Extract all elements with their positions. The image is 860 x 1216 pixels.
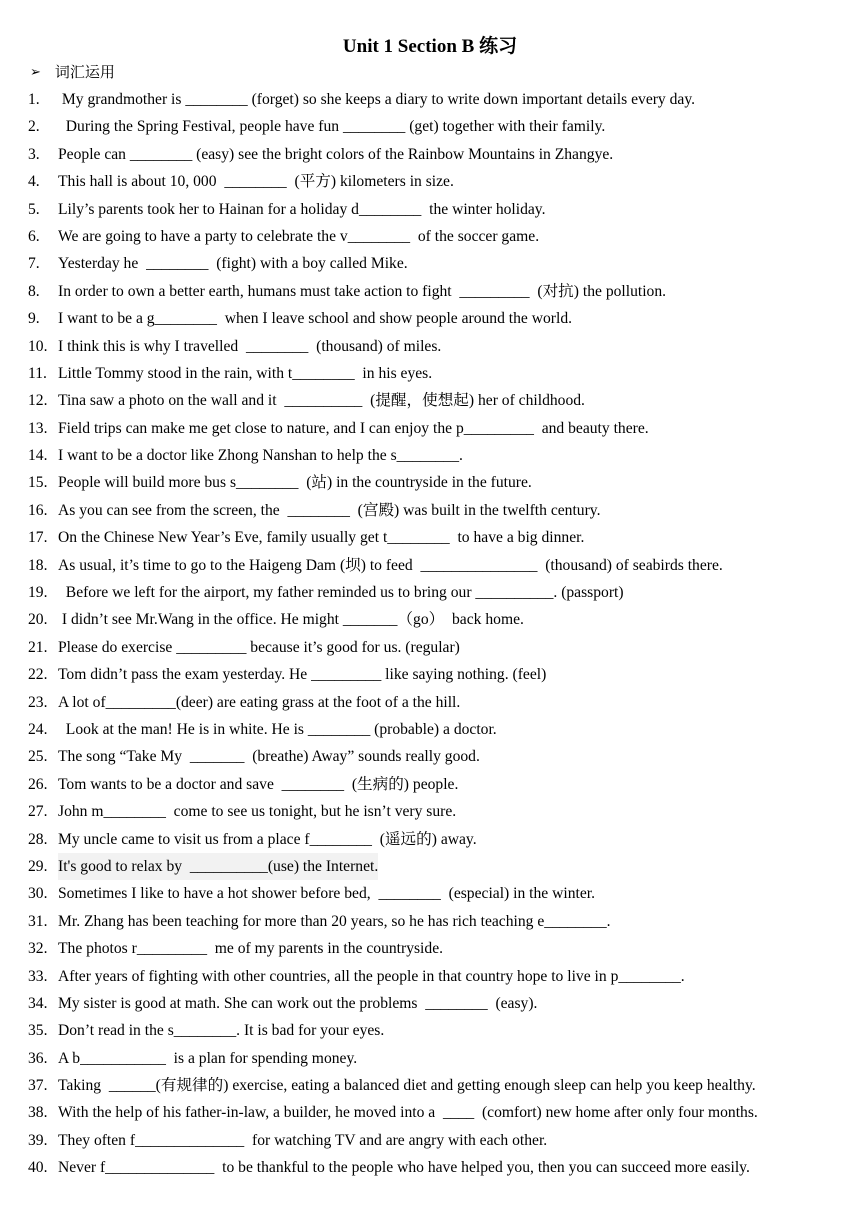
exercise-item xyxy=(28,716,848,743)
exercise-item xyxy=(28,168,848,195)
exercise-text: Lily’s parents took her to Hainan for a holiday d________ the winter holiday. xyxy=(58,200,546,218)
exercise-text: A b___________ is a plan for spending money. xyxy=(58,1049,358,1067)
exercise-number: 25. xyxy=(28,748,48,766)
exercise-text: As you can see from the screen, the ________ (宫殿) was built in the twelfth century. xyxy=(58,501,601,519)
exercise-text: Little Tommy stood in the rain, with t________ in his eyes. xyxy=(58,364,433,382)
exercise-text: People will build more bus s________ (站) in the countryside in the future. xyxy=(58,474,532,492)
exercise-item xyxy=(28,853,848,880)
exercise-item xyxy=(28,387,848,414)
exercise-list xyxy=(28,86,848,1182)
section-label: 词汇运用 xyxy=(54,63,115,81)
exercise-item xyxy=(28,880,848,907)
exercise-number: 10. xyxy=(28,337,48,355)
exercise-number: 15. xyxy=(28,474,48,492)
exercise-text: In order to own a better earth, humans must take action to fight _________ (对抗) the pollution. xyxy=(58,282,667,300)
exercise-text: During the Spring Festival, people have fun ________ (get) together with their family. xyxy=(58,118,606,136)
exercise-number: 3. xyxy=(28,145,40,163)
exercise-item xyxy=(28,1017,848,1044)
exercise-text: A lot of_________(deer) are eating grass at the foot of a the hill. xyxy=(58,693,461,711)
exercise-text: Field trips can make me get close to nature, and I can enjoy the p_________ and beauty there. xyxy=(58,419,649,437)
exercise-number: 7. xyxy=(28,255,40,273)
exercise-item xyxy=(28,86,848,113)
exercise-item xyxy=(28,196,848,223)
exercise-number: 21. xyxy=(28,638,48,656)
exercise-number: 4. xyxy=(28,173,40,191)
exercise-item xyxy=(28,360,848,387)
exercise-item xyxy=(28,963,848,990)
exercise-number: 36. xyxy=(28,1049,48,1067)
exercise-number: 35. xyxy=(28,1022,48,1040)
exercise-text: My grandmother is ________ (forget) so she keeps a diary to write down important details every day. xyxy=(58,91,696,108)
exercise-number: 22. xyxy=(28,666,48,684)
arrow-bullet-icon: ➢ xyxy=(30,63,41,79)
exercise-number: 33. xyxy=(28,967,48,985)
exercise-number: 1. xyxy=(28,91,40,108)
exercise-text: John m________ come to see us tonight, but he isn’t very sure. xyxy=(58,803,457,821)
exercise-number: 5. xyxy=(28,200,40,218)
exercise-text: Mr. Zhang has been teaching for more than 20 years, so he has rich teaching e________. xyxy=(58,912,611,930)
exercise-number: 18. xyxy=(28,556,48,574)
page-title: Unit 1 Section B 练习 xyxy=(342,36,518,57)
exercise-number: 32. xyxy=(28,940,48,958)
exercise-item xyxy=(28,798,848,825)
exercise-number: 40. xyxy=(28,1159,48,1177)
exercise-item xyxy=(28,305,848,332)
exercise-item xyxy=(28,661,848,688)
exercise-item xyxy=(28,606,848,633)
exercise-number: 17. xyxy=(28,529,48,547)
exercise-text: I didn’t see Mr.Wang in the office. He might _______（go） back home. xyxy=(58,611,524,629)
exercise-number: 2. xyxy=(28,118,40,136)
exercise-item xyxy=(28,579,848,606)
exercise-item xyxy=(28,1154,848,1181)
exercise-number: 11. xyxy=(28,364,47,382)
exercise-text: This hall is about 10, 000 ________ (平方) kilometers in size. xyxy=(58,173,454,191)
exercise-item xyxy=(28,689,848,716)
exercise-number: 19. xyxy=(28,584,48,602)
exercise-text: The photos r_________ me of my parents in the countryside. xyxy=(58,940,444,958)
exercise-text: They often f______________ for watching TV and are angry with each other. xyxy=(58,1131,548,1149)
exercise-text: Please do exercise _________ because it’s good for us. (regular) xyxy=(58,638,460,656)
exercise-number: 37. xyxy=(28,1077,48,1095)
exercise-number: 13. xyxy=(28,419,48,437)
exercise-text: Before we left for the airport, my father reminded us to bring our __________. (passport) xyxy=(58,584,624,602)
exercise-item xyxy=(28,415,848,442)
exercise-item xyxy=(28,250,848,277)
exercise-text: As usual, it’s time to go to the Haigeng Dam (坝) to feed _______________ (thousand) of seabirds there. xyxy=(58,556,723,574)
exercise-number: 26. xyxy=(28,775,48,793)
exercise-item xyxy=(28,908,848,935)
exercise-item xyxy=(28,634,848,661)
exercise-text: Tina saw a photo on the wall and it __________ (提醒，使想起) her of childhood. xyxy=(58,392,585,410)
exercise-text: My sister is good at math. She can work out the problems ________ (easy). xyxy=(58,994,538,1012)
exercise-text: Tom wants to be a doctor and save ________ (生病的) people. xyxy=(58,775,459,793)
exercise-text: Never f______________ to be thankful to the people who have helped you, then you can succeed more easily. xyxy=(58,1159,750,1177)
exercise-number: 23. xyxy=(28,693,48,711)
exercise-text: Tom didn’t pass the exam yesterday. He _________ like saying nothing. (feel) xyxy=(58,666,547,684)
exercise-number: 34. xyxy=(28,994,48,1012)
exercise-number: 9. xyxy=(28,310,40,328)
exercise-number: 16. xyxy=(28,501,48,519)
exercise-item xyxy=(28,826,848,853)
exercise-number: 39. xyxy=(28,1131,48,1149)
exercise-item xyxy=(28,497,848,524)
exercise-text: I want to be a g________ when I leave school and show people around the world. xyxy=(58,310,573,328)
exercise-text: Taking ______(有规律的) exercise, eating a balanced diet and getting enough sleep can help you keep healthy. xyxy=(58,1077,756,1095)
exercise-item xyxy=(28,990,848,1017)
exercise-item xyxy=(28,524,848,551)
exercise-text: Sometimes I like to have a hot shower before bed, ________ (especial) in the winter. xyxy=(58,885,595,903)
exercise-text: We are going to have a party to celebrate the v________ of the soccer game. xyxy=(58,227,540,245)
exercise-item xyxy=(28,278,848,305)
exercise-item xyxy=(28,469,848,496)
exercise-number: 38. xyxy=(28,1104,48,1122)
exercise-number: 24. xyxy=(28,720,48,738)
exercise-text: Look at the man! He is in white. He is ________ (probable) a doctor. xyxy=(58,720,497,738)
exercise-item xyxy=(28,743,848,770)
exercise-item xyxy=(28,141,848,168)
exercise-number: 28. xyxy=(28,830,48,848)
exercise-text: The song “Take My _______ (breathe) Away” sounds really good. xyxy=(58,748,480,766)
exercise-number: 27. xyxy=(28,803,48,821)
exercise-text: I want to be a doctor like Zhong Nanshan to help the s________. xyxy=(58,447,463,465)
exercise-item xyxy=(28,333,848,360)
exercise-text: On the Chinese New Year’s Eve, family usually get t________ to have a big dinner. xyxy=(58,529,585,547)
exercise-text: My uncle came to visit us from a place f________ (遥远的) away. xyxy=(58,830,477,848)
exercise-text: Don’t read in the s________. It is bad for your eyes. xyxy=(58,1022,385,1040)
exercise-item xyxy=(28,223,848,250)
exercise-item xyxy=(28,113,848,140)
exercise-number: 31. xyxy=(28,912,48,930)
exercise-text: I think this is why I travelled ________ (thousand) of miles. xyxy=(58,337,442,355)
exercise-number: 30. xyxy=(28,885,48,903)
exercise-number: 8. xyxy=(28,282,40,300)
exercise-number: 20. xyxy=(28,611,48,629)
exercise-number: 14. xyxy=(28,447,48,465)
exercise-item xyxy=(28,1045,848,1072)
exercise-text: After years of fighting with other countries, all the people in that country hope to live in p________. xyxy=(58,967,685,985)
exercise-item xyxy=(28,935,848,962)
exercise-item xyxy=(28,442,848,469)
exercise-item xyxy=(28,1072,848,1099)
exercise-text: People can ________ (easy) see the bright colors of the Rainbow Mountains in Zhangye. xyxy=(58,145,614,163)
exercise-text: It's good to relax by __________(use) the Internet. xyxy=(58,853,378,880)
exercise-item xyxy=(28,771,848,798)
exercise-item xyxy=(28,552,848,579)
exercise-text: With the help of his father-in-law, a builder, he moved into a ____ (comfort) new home after only four months. xyxy=(58,1104,758,1122)
exercise-item xyxy=(28,1127,848,1154)
exercise-item xyxy=(28,1099,848,1126)
exercise-text: Yesterday he ________ (fight) with a boy called Mike. xyxy=(58,255,408,273)
exercise-number: 12. xyxy=(28,392,48,410)
section-heading xyxy=(30,61,115,82)
exercise-number: 29. xyxy=(28,857,48,875)
exercise-number: 6. xyxy=(28,227,40,245)
